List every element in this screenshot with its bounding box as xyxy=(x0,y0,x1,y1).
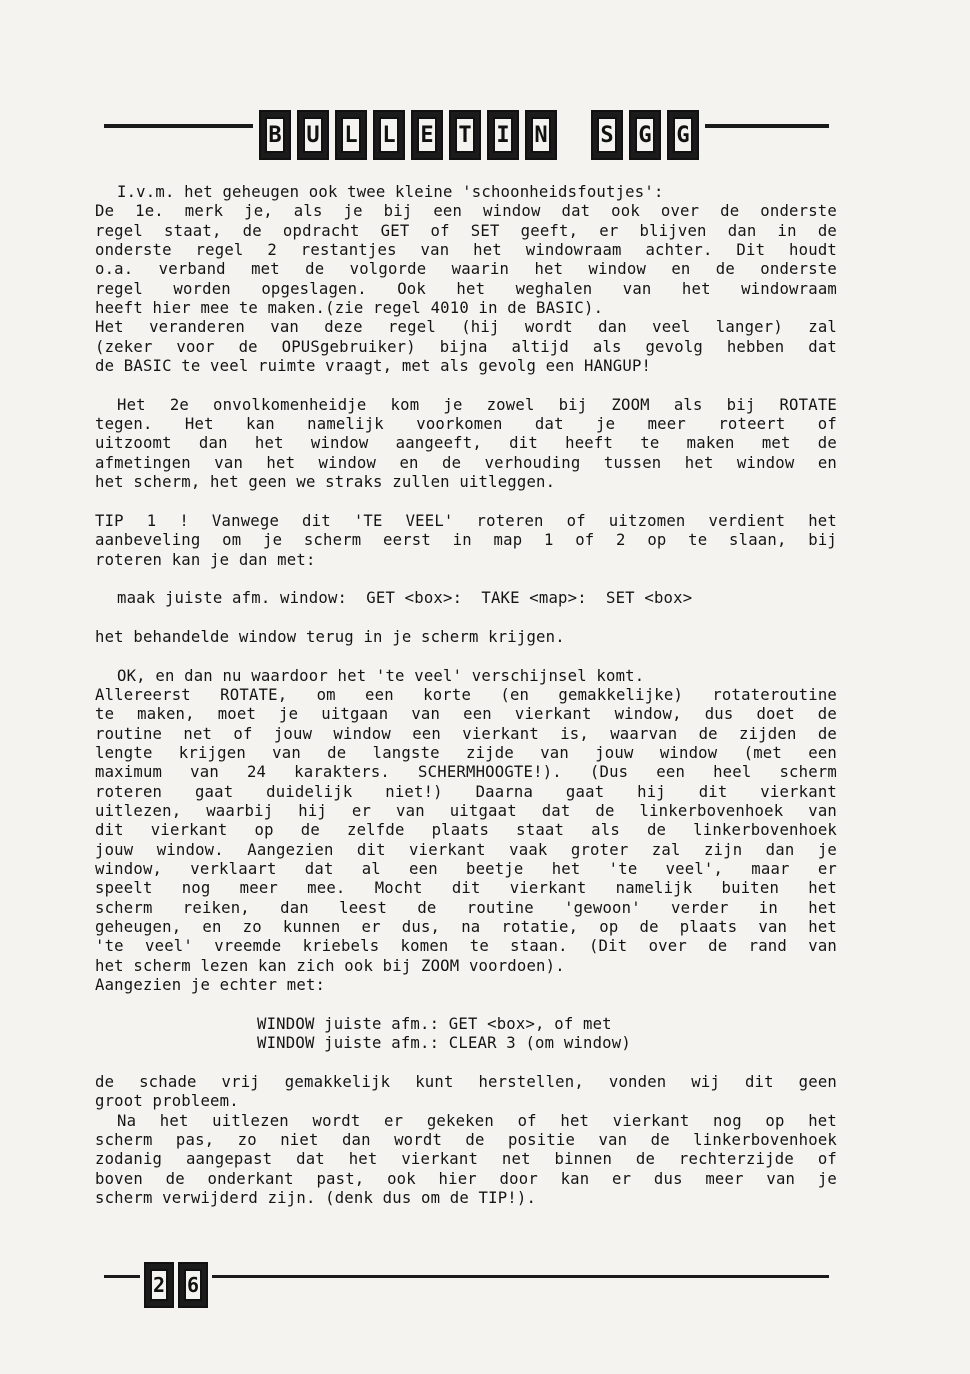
text-line: maak juiste afm. window: GET <box>: TAKE <map>: SET <box> xyxy=(117,589,693,608)
text-line: scherm pas, zo niet dan wordt de positie van de linkerbovenhoek xyxy=(95,1130,837,1149)
text-line: WINDOW juiste afm.: GET <box>, of met xyxy=(257,1014,612,1033)
text-line: window, verklaart dat al een beetje het 'te veel', maar er xyxy=(95,860,837,879)
blank-line xyxy=(95,995,837,1014)
text-line: afmetingen van het window en de verhouding tussen het window en xyxy=(95,453,837,472)
text-line: aanbeveling om je scherm eerst in map 1 of 2 op te slaan, bij xyxy=(95,531,837,550)
text-line: jouw window. Aangezien dit vierkant vaak groter zal zijn dan je xyxy=(95,840,837,859)
blank-line xyxy=(95,376,837,395)
page-number xyxy=(140,1262,212,1308)
blank-line xyxy=(95,609,837,628)
text-line: tegen. Het kan namelijk voorkomen dat je meer roteert of xyxy=(95,415,837,434)
text-line: geheugen, en zo kunnen er dus, na rotatie, op de plaats van het xyxy=(95,918,837,937)
text-line: o.a. verband met de volgorde waarin het window en de onderste xyxy=(95,260,837,279)
text-line: heeft hier mee te maken.(zie regel 4010 in de BASIC). xyxy=(95,299,604,318)
text-line: het scherm, het geen we straks zullen uitleggen. xyxy=(95,473,556,492)
text-line: onderste regel 2 restantjes van het windowraam achter. Dit houdt xyxy=(95,241,837,260)
text-line: boven de onderkant past, ook hier door kan er dus meer van je xyxy=(95,1169,837,1188)
text-line: I.v.m. het geheugen ook twee kleine 'schoonheidsfoutjes': xyxy=(117,183,664,201)
blank-line xyxy=(95,493,837,512)
banner-tile: I xyxy=(487,110,519,160)
text-line: 'te veel' vreemde kriebels komen te staan. (Dit over de rand van xyxy=(95,937,837,956)
text-line: Het 2e onvolkomenheidje kom je zowel bij ZOOM als bij ROTATE xyxy=(117,395,837,414)
blank-line xyxy=(95,1053,837,1072)
text-line: de schade vrij gemakkelijk kunt herstellen, vonden wij dit geen xyxy=(95,1072,837,1091)
footer-rule xyxy=(104,1275,829,1278)
banner-tile: L xyxy=(373,110,405,160)
banner-tile: L xyxy=(335,110,367,160)
text-line: het behandelde window terug in je scherm krijgen. xyxy=(95,627,565,646)
text-line: scherm verwijderd zijn. (denk dus om de TIP!). xyxy=(95,1188,537,1207)
text-line: scherm reiken, dan leest de routine 'gewoon' verder in het xyxy=(95,898,837,917)
banner-tile: G xyxy=(667,110,699,160)
banner-tile: E xyxy=(411,110,443,160)
text-line: groot probleem. xyxy=(95,1092,239,1111)
text-line: Aangezien je echter met: xyxy=(95,976,326,995)
page-number-tile: 2 xyxy=(144,1262,174,1308)
text-line: routine net of jouw window een vierkant is, waarvan de zijden de xyxy=(95,724,837,743)
banner-tile: S xyxy=(591,110,623,160)
text-line: Het veranderen van deze regel (hij wordt dan veel langer) zal xyxy=(95,318,837,337)
text-line: Na het uitlezen wordt er gekeken of het vierkant nog op het xyxy=(117,1111,837,1130)
text-line: roteren gaat duidelijk niet!) Daarna gaat hij dit vierkant xyxy=(95,782,837,801)
banner-tile: N xyxy=(525,110,557,160)
text-line: TIP 1 ! Vanwege dit 'TE VEEL' roteren of uitzomen verdient het xyxy=(95,511,837,530)
text-line: maximum van 24 karakters. SCHERMHOOGTE!). (Dus een heel scherm xyxy=(95,763,837,782)
text-line: de BASIC te veel ruimte vraagt, met als gevolg een HANGUP! xyxy=(95,357,652,376)
text-line: lengte krijgen van de langste zijde van jouw window (met een xyxy=(95,743,837,762)
text-line: (zeker voor de OPUSgebruiker) bijna altijd als gevolg hebben dat xyxy=(95,337,837,356)
page-number-tile: 6 xyxy=(178,1262,208,1308)
banner-tile: U xyxy=(297,110,329,160)
text-line: uitzoomt dan het window aangeeft, dit heeft te maken met de xyxy=(95,434,837,453)
text-line: OK, en dan nu waardoor het 'te veel' verschijnsel komt. xyxy=(117,666,645,685)
text-line: het scherm lezen kan zich ook bij ZOOM voordoen). xyxy=(95,956,565,975)
text-line: speelt nog meer mee. Mocht dit vierkant namelijk buiten het xyxy=(95,879,837,898)
text-line: uitlezen, waarbij hij er van uitgaat dat de linkerbovenhoek van xyxy=(95,802,837,820)
text-line: regel staat, de opdracht GET of SET geeft, er blijven dan in de xyxy=(95,221,837,240)
text-line: roteren kan je dan met: xyxy=(95,550,316,569)
blank-line xyxy=(95,570,837,589)
text-line: dit vierkant op de zelfde plaats staat als de linkerbovenhoek xyxy=(95,821,837,840)
text-line: te maken, moet je uitgaan van een vierkant window, dus doet de xyxy=(95,705,837,724)
text-line: De 1e. merk je, als je bij een window dat ook over de onderste xyxy=(95,202,837,221)
text-line: Allereerst ROTATE, om een korte (en gemakkelijke) rotateroutine xyxy=(95,685,837,704)
text-line: regel worden opgeslagen. Ook het weghalen van het windowraam xyxy=(95,279,837,298)
text-line: WINDOW juiste afm.: CLEAR 3 (om window) xyxy=(257,1034,631,1053)
banner-tile: B xyxy=(259,110,291,160)
banner-tile: G xyxy=(629,110,661,160)
text-line: zodanig aangepast dat het vierkant net binnen de rechterzijde of xyxy=(95,1150,837,1169)
blank-line xyxy=(95,647,837,666)
article-body xyxy=(95,183,837,1208)
bulletin-sgg-banner xyxy=(253,110,705,166)
banner-tile: T xyxy=(449,110,481,160)
